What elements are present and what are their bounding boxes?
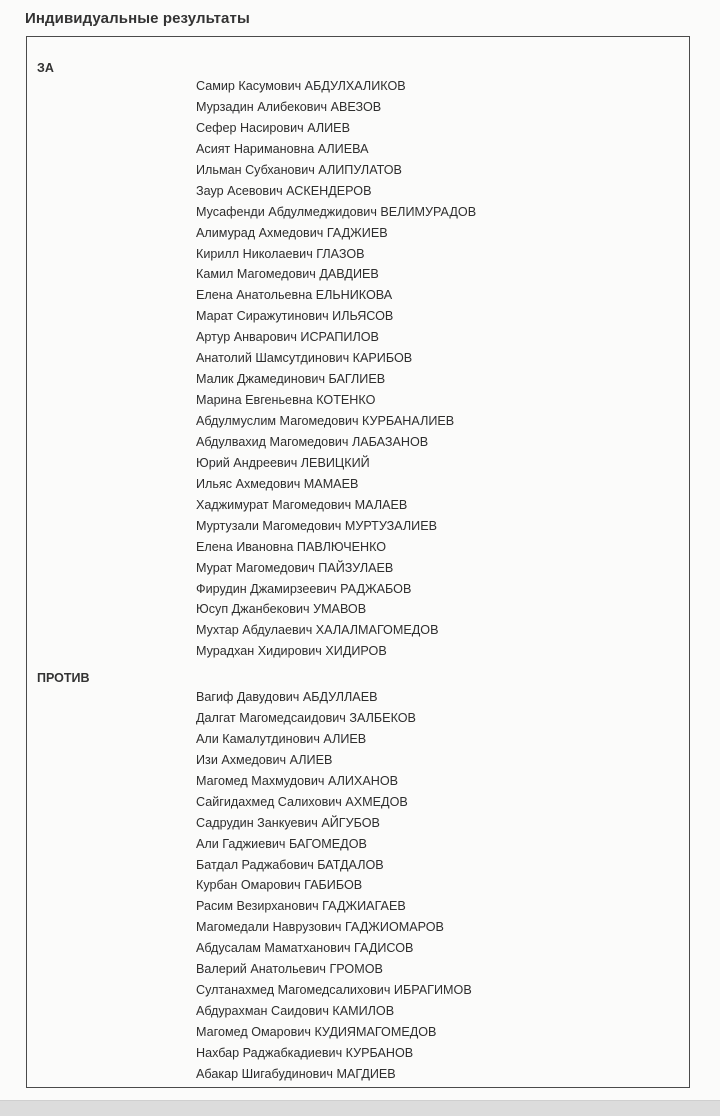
member-name: Алимурад Ахмедович ГАДЖИЕВ	[196, 225, 388, 240]
member-name: Елена Ивановна ПАВЛЮЧЕНКО	[196, 539, 387, 554]
member-name: Юрий Андреевич ЛЕВИЦКИЙ	[196, 455, 370, 470]
member-name: Камил Магомедович ДАВДИЕВ	[196, 267, 379, 282]
member-name: Сайгидахмед Салихович АХМЕДОВ	[196, 794, 408, 809]
member-name: Мухтар Абдулаевич ХАЛАЛМАГОМЕДОВ	[196, 623, 439, 638]
member-name: Магомед Омарович КУДИЯМАГОМЕДОВ	[196, 1025, 437, 1039]
section-label-protiv: ПРОТИВ	[37, 671, 90, 685]
member-name: Хаджимурат Магомедович МАЛАЕВ	[196, 497, 408, 512]
member-name: Садрудин Занкуевич АЙГУБОВ	[196, 815, 380, 830]
member-name: Мурзадин Алибекович АВЕЗОВ	[196, 99, 382, 114]
member-name: Али Гаджиевич БАГОМЕДОВ	[196, 836, 367, 851]
member-name: Кирилл Николаевич ГЛАЗОВ	[196, 246, 365, 261]
member-name: Абдурахман Саидович КАМИЛОВ	[196, 1004, 395, 1019]
member-name: Артур Анварович ИСРАПИЛОВ	[196, 330, 379, 345]
member-name: Нахбар Раджабкадиевич КУРБАНОВ	[196, 1045, 414, 1060]
member-name: Фирудин Джамирзеевич РАДЖАБОВ	[196, 581, 412, 596]
member-name: Султанахмед Магомедсалихович ИБРАГИМОВ	[196, 983, 472, 998]
member-name: Курбан Омарович ГАБИБОВ	[196, 878, 363, 893]
name-list-protiv	[196, 687, 472, 1085]
member-name: Асият Наримановна АЛИЕВА	[196, 141, 369, 156]
member-name: Мусафенди Абдулмеджидович ВЕЛИМУРАДОВ	[196, 204, 477, 219]
name-list-za	[196, 76, 476, 662]
member-name: Мурадхан Хидирович ХИДИРОВ	[196, 644, 387, 659]
member-name: Али Камалутдинович АЛИЕВ	[196, 731, 367, 746]
member-name: Расим Везирханович ГАДЖИАГАЕВ	[196, 899, 406, 914]
member-name: Валерий Анатольевич ГРОМОВ	[196, 962, 383, 977]
member-name: Изи Ахмедович АЛИЕВ	[196, 752, 333, 767]
member-name: Самир Касумович АБДУЛХАЛИКОВ	[196, 79, 406, 93]
member-name: Абдусалам Маматханович ГАДИСОВ	[196, 941, 414, 956]
member-name: Марат Сиражутинович ИЛЬЯСОВ	[196, 309, 394, 324]
page-bottom-edge	[0, 1100, 720, 1116]
member-name: Анатолий Шамсутдинович КАРИБОВ	[196, 351, 413, 366]
member-name: Елена Анатольевна ЕЛЬНИКОВА	[196, 288, 393, 303]
page-title: Индивидуальные результаты	[25, 10, 250, 27]
member-name: Батдал Раджабович БАТДАЛОВ	[196, 857, 384, 872]
member-name: Далгат Магомедсаидович ЗАЛБЕКОВ	[196, 710, 416, 725]
member-name: Муртузали Магомедович МУРТУЗАЛИЕВ	[196, 518, 438, 533]
member-name: Юсуп Джанбекович УМАВОВ	[196, 602, 367, 617]
member-name: Магомедали Наврузович ГАДЖИОМАРОВ	[196, 920, 444, 935]
member-name: Малик Джамединович БАГЛИЕВ	[196, 372, 386, 387]
member-name: Ильман Субханович АЛИПУЛАТОВ	[196, 162, 402, 177]
member-name: Магомед Махмудович АЛИХАНОВ	[196, 773, 399, 788]
member-name: Абдулмуслим Магомедович КУРБАНАЛИЕВ	[196, 414, 455, 428]
member-name: Марина Евгеньевна КОТЕНКО	[196, 393, 376, 408]
member-name: Абдулвахид Магомедович ЛАБАЗАНОВ	[196, 434, 429, 449]
member-name: Мурат Магомедович ПАЙЗУЛАЕВ	[196, 560, 394, 575]
section-label-za: ЗА	[37, 61, 54, 75]
member-name: Заур Асевович АСКЕНДЕРОВ	[196, 183, 372, 198]
member-name: Сефер Насирович АЛИЕВ	[196, 120, 350, 135]
member-name: Абакар Шигабудинович МАГДИЕВ	[196, 1066, 396, 1081]
member-name: Ильяс Ахмедович МАМАЕВ	[196, 476, 359, 491]
member-name: Вагиф Давудович АБДУЛЛАЕВ	[196, 690, 378, 704]
